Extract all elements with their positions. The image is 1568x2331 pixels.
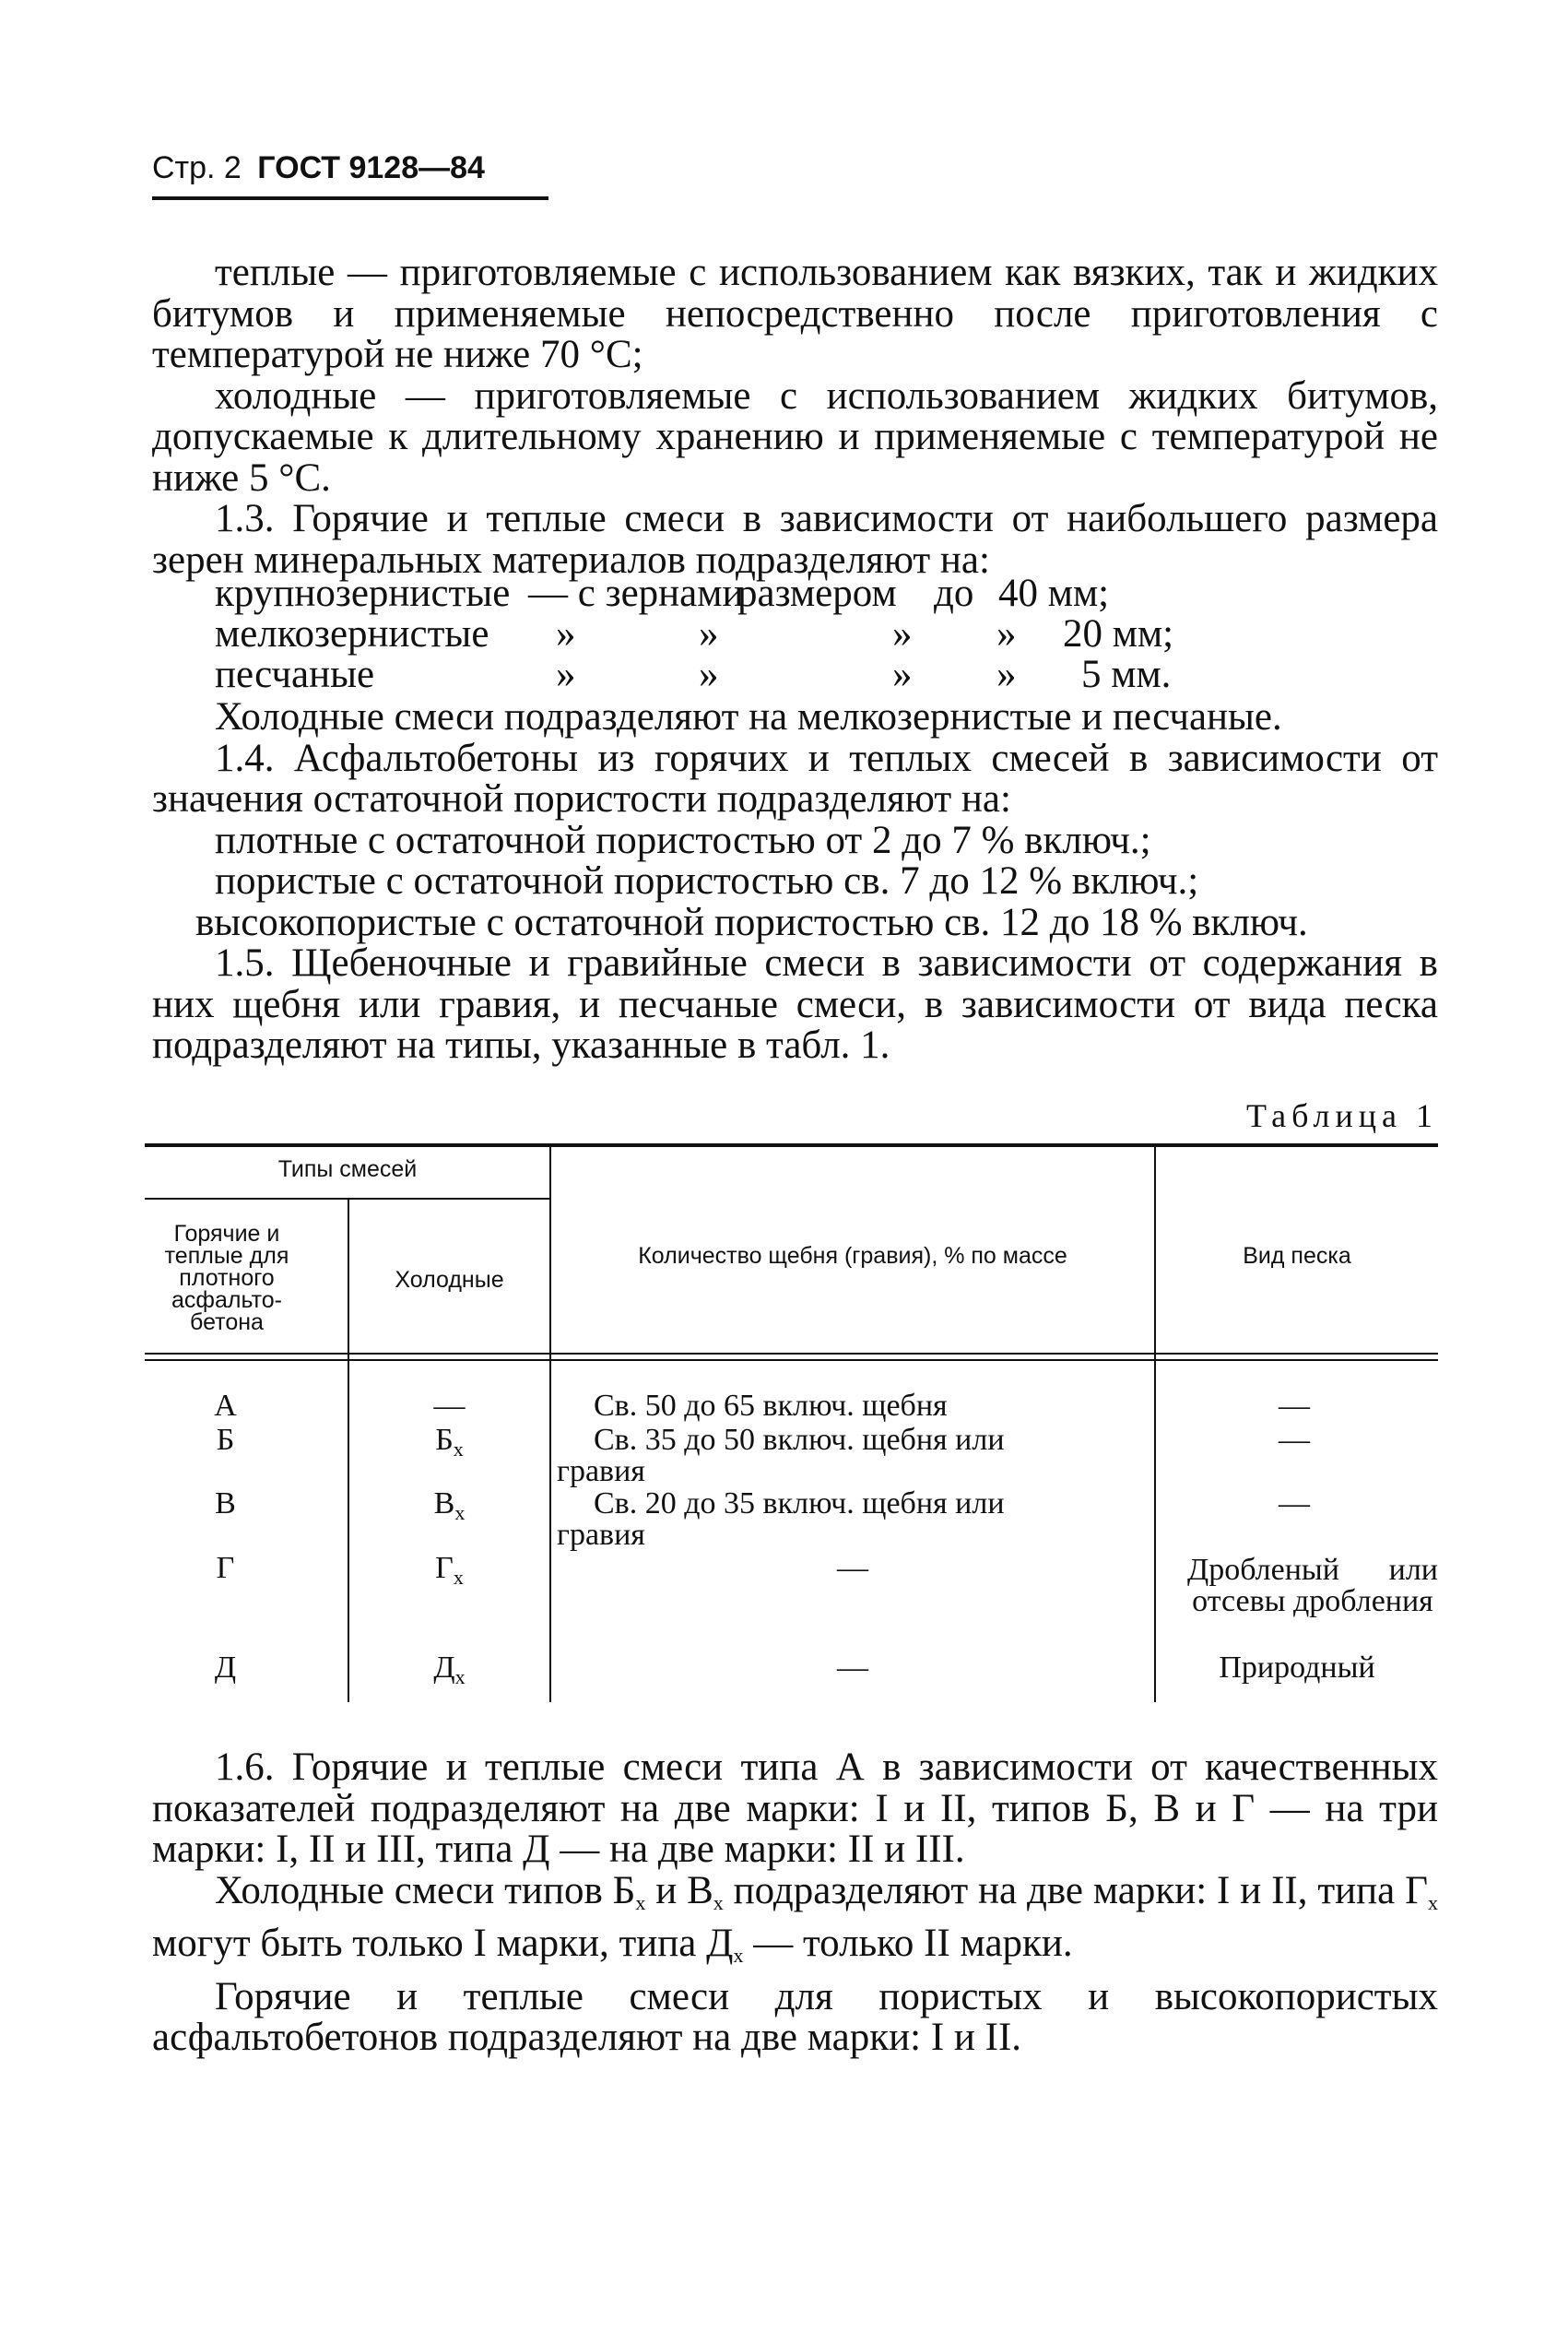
table-header-rule-1 — [145, 1353, 1438, 1355]
paragraph-cold-subdivision: Холодные смеси подразделяют на мелкозернистые и песчаные. — [215, 695, 1282, 739]
cell-sand: Природный — [1219, 1651, 1375, 1685]
cell-amount: Св. 20 до 35 включ. щебня или гравия — [557, 1486, 1005, 1552]
page-header — [152, 150, 485, 186]
cell-hot-type: В — [215, 1486, 236, 1520]
header-rule — [152, 196, 548, 200]
table-top-rule — [145, 1143, 1438, 1147]
body-block-top — [152, 253, 1438, 581]
cell-hot-type: Б — [216, 1423, 235, 1457]
table-col-divider — [549, 1147, 551, 1702]
cell-amount: Св. 35 до 50 включ. щебня или гравия — [557, 1423, 1005, 1488]
th-hot-warm: Горячие и теплые для плотного асфальто-бетона — [164, 1221, 289, 1335]
size-name: крупнозернистые — [215, 572, 511, 615]
size-line-coarse: крупнозернистые — с зернами размером до 40 мм; — [215, 572, 1110, 615]
cell-sand: — — [1279, 1389, 1310, 1423]
table-caption: Таблица 1 — [1246, 1097, 1438, 1134]
paragraph-1-6: 1.6. Горячие и теплые смеси типа А в зависимости от качественных показателей подразделяют на две марки: I и II, типов Б, В и Г — на три марки: I, II и III, типа Д — на две марки: II и III. — [152, 1745, 1438, 1871]
size-name: песчаные — [215, 653, 375, 696]
cell-cold-type: $Д_х$ — [433, 1651, 466, 1688]
body-block-middle — [152, 697, 1438, 1067]
th-amount: Количество щебня (гравия), % по массе — [638, 1243, 1067, 1269]
cell-cold-type: $Г_х$ — [435, 1551, 464, 1589]
size-value: 5 мм. — [1081, 653, 1172, 696]
size-line-sand: песчаные » » » » 5 мм. — [215, 653, 1172, 696]
cell-cold-type: $В_х$ — [433, 1486, 466, 1524]
cell-sand: Дробленый или отсевы дробления — [1187, 1553, 1438, 1618]
porosity-item-high: высокопористые с остаточной пористостью св. 12 до 18 % включ. — [195, 900, 1308, 944]
standard-number: ГОСТ 9128—84 — [257, 150, 485, 185]
cell-cold-type: — — [433, 1389, 466, 1423]
porosity-item-porous: пористые с остаточной пористостью св. 7 до 12 % включ.; — [215, 859, 1199, 903]
cell-amount: Св. 50 до 65 включ. щебня — [594, 1389, 948, 1423]
cell-cold-type: $Б_х$ — [435, 1423, 464, 1461]
cell-hot-type: Г — [216, 1551, 235, 1585]
body-block-bottom — [152, 1747, 1438, 2059]
page-number: Стр. 2 — [152, 150, 242, 185]
size-value: 40 мм; — [998, 572, 1110, 615]
cell-sand: — — [1279, 1486, 1310, 1520]
th-group-types: Типы смесей — [277, 1156, 418, 1182]
porosity-item-dense: плотные с остаточной пористостью от 2 до 7 % включ.; — [215, 818, 1151, 862]
cell-amount: — — [837, 1551, 868, 1585]
th-sand: Вид песка — [1243, 1243, 1351, 1269]
cell-hot-type: Д — [214, 1651, 237, 1685]
cell-sand: — — [1279, 1423, 1310, 1457]
paragraph-cold: холодные — приготовляемые с использованием жидких битумов, допускаемые к длительному хранению и применяемые с температурой не ниже 5 °С. — [152, 373, 1438, 500]
paragraph-cold-grades: Холодные смеси типов $Б_х$ и $В_х$ подразделяют на две марки: I и II, типа $Г_х$ могут быть только I марки, типа $Д_х$ — только II марки. — [152, 1868, 1438, 1967]
size-name: мелкозернистые — [215, 612, 489, 656]
cell-hot-type: А — [214, 1389, 237, 1423]
paragraph-1-3: 1.3. Горячие и теплые смеси в зависимости от наибольшего размера зерен минеральных материалов подразделяют на: — [152, 497, 1438, 582]
table-header-rule-2 — [145, 1359, 1438, 1361]
paragraph-1-5: 1.5. Щебеночные и гравийные смеси в зависимости от содержания в них щебня или гравия, и песчаные смеси, в зависимости от вида песка подразделяют на типы, указанные в табл. 1. — [152, 941, 1438, 1067]
cell-amount: — — [837, 1651, 868, 1685]
size-value: 20 мм; — [1063, 612, 1174, 656]
paragraph-warm: теплые — приготовляемые с использованием как вязких, так и жидких битумов и применяемые непосредственно после приготовления с температурой не ниже 70 °С; — [152, 251, 1438, 376]
th-cold: Холодные — [395, 1267, 504, 1293]
size-line-fine: мелкозернистые » » » » 20 мм; — [215, 612, 1174, 656]
paragraph-porous-grades: Горячие и теплые смеси для пористых и высокопористых асфальтобетонов подразделяют на две марки: I и II. — [152, 1974, 1438, 2059]
paragraph-1-4: 1.4. Асфальтобетоны из горячих и теплых смесей в зависимости от значения остаточной пористости подразделяют на: — [152, 736, 1438, 821]
